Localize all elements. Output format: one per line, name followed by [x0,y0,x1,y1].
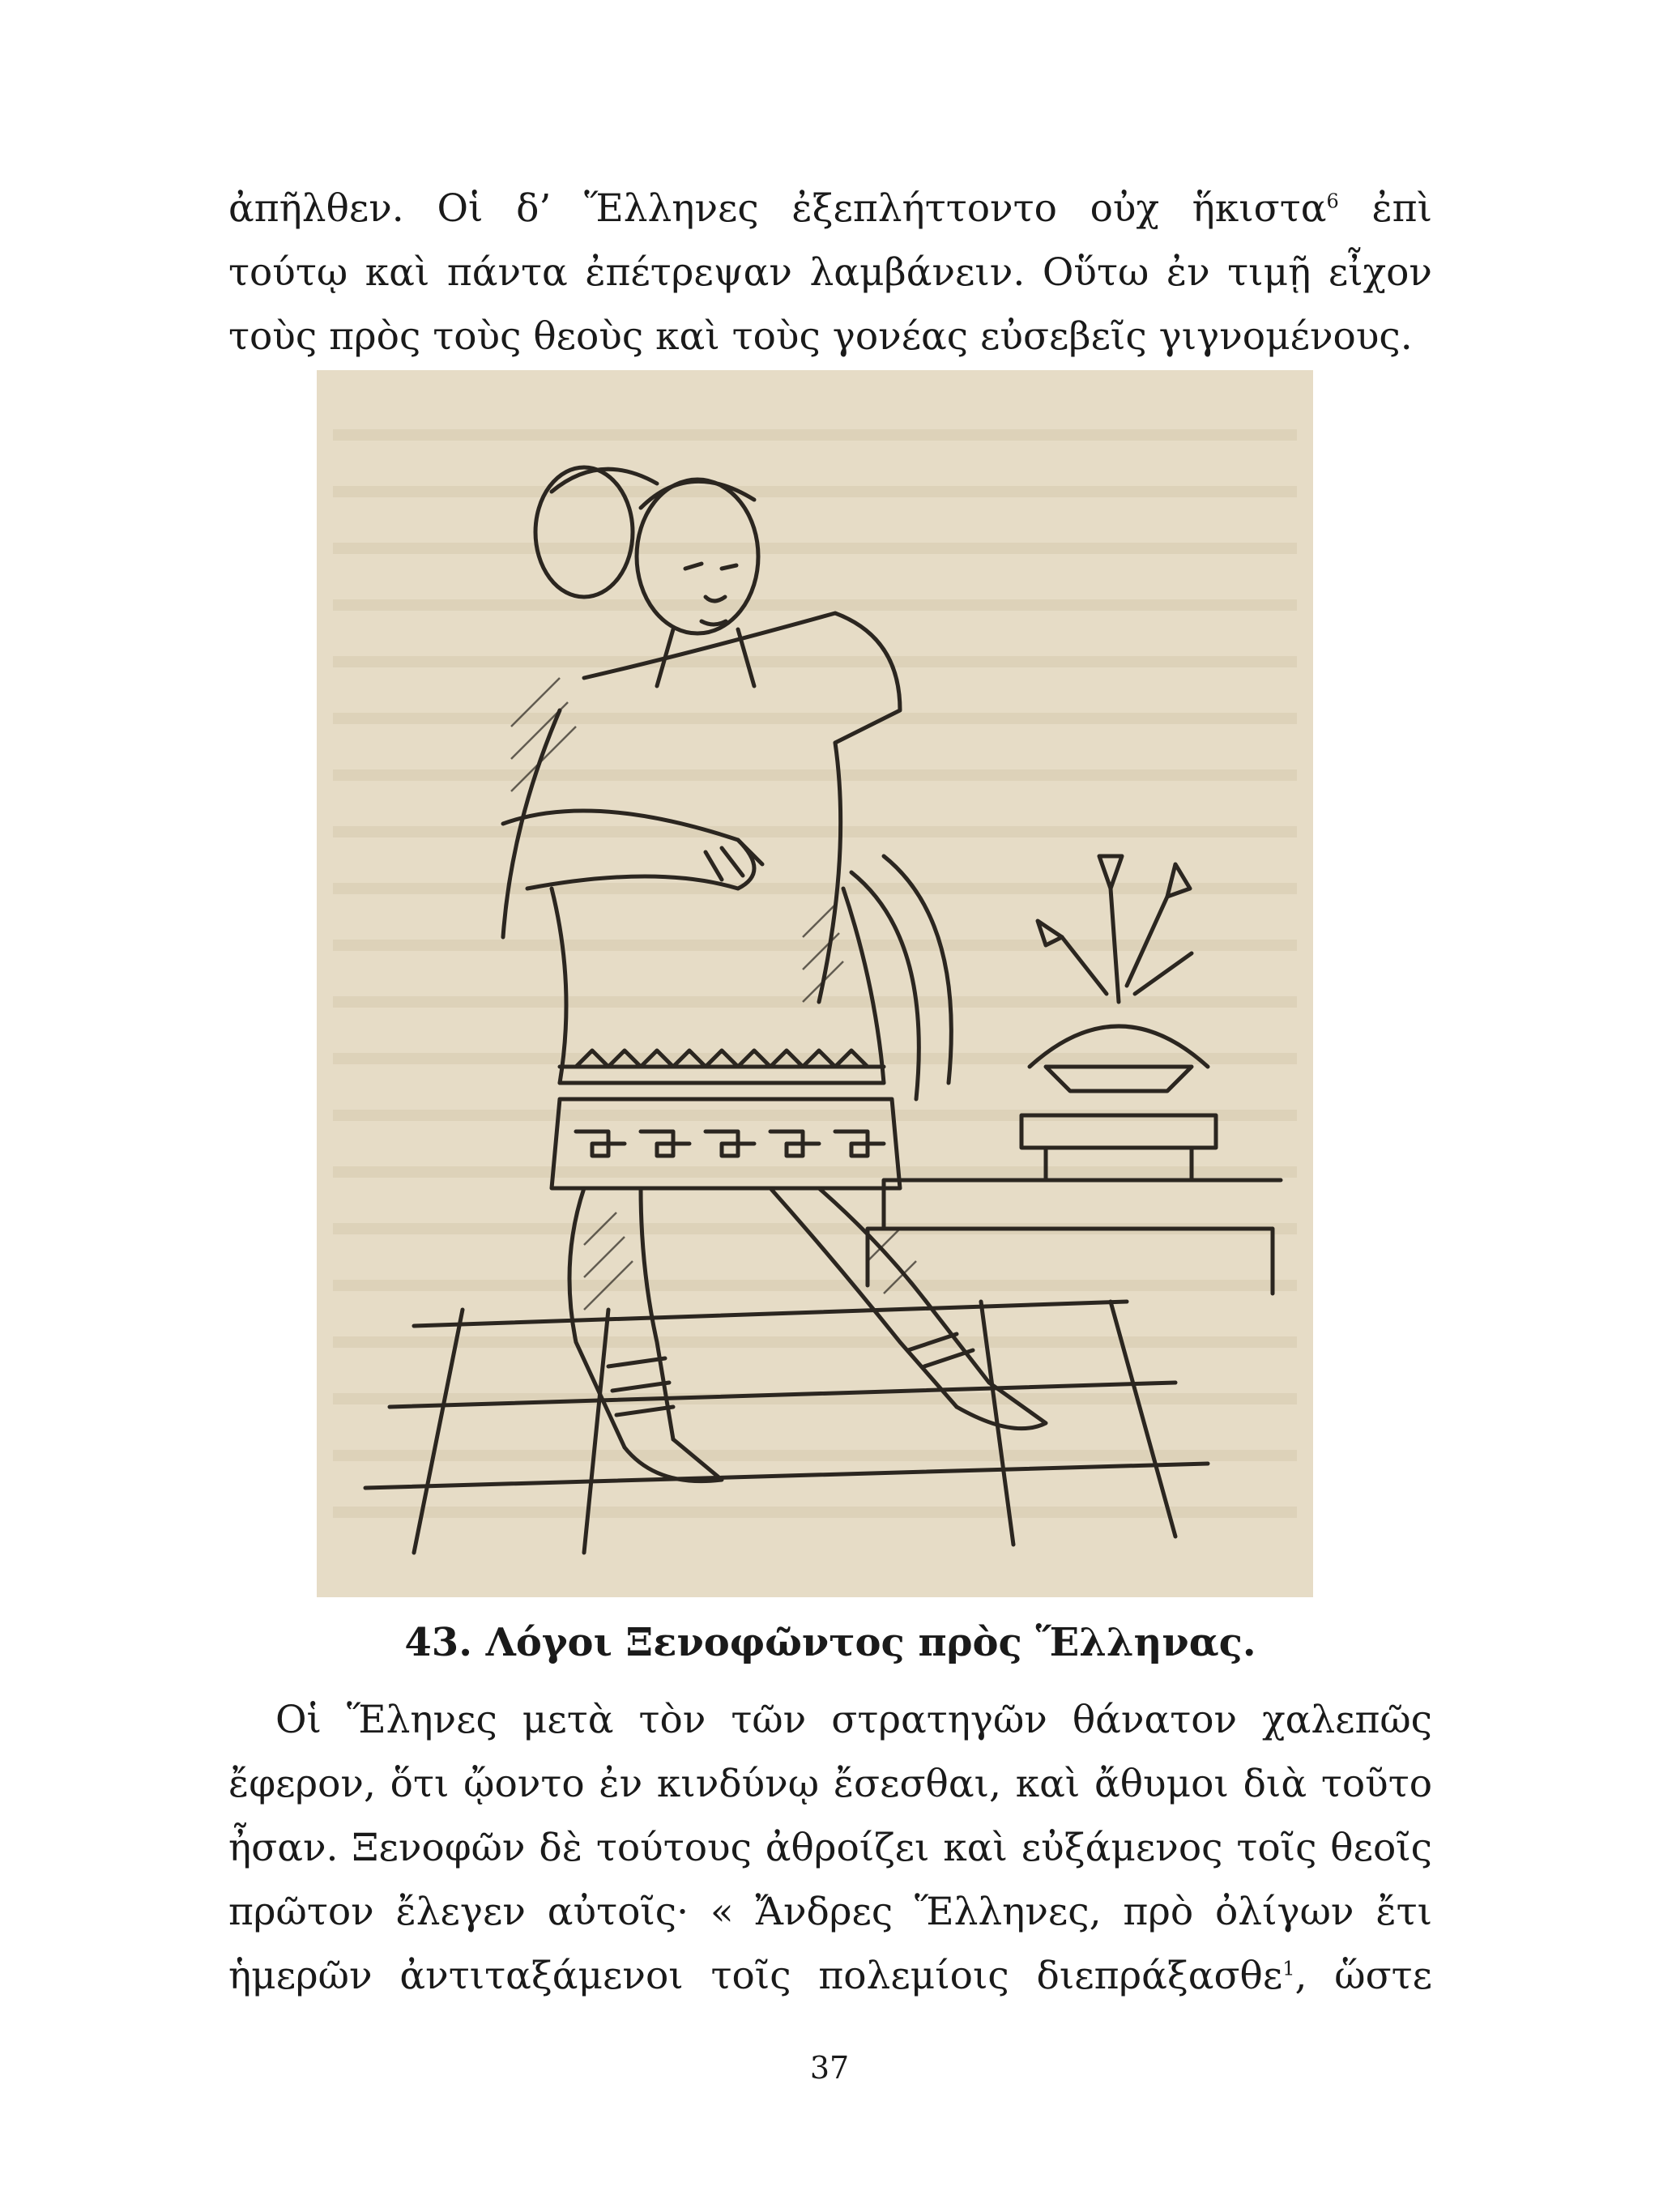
page-number: 37 [809,2050,850,2086]
section-heading: 43. Λόγοι Ξενοφῶντος πρὸς Ἕλληνας. [404,1620,1256,1665]
aeneas-carrying-anchises-drawing-icon [317,370,1313,1597]
text-line: πρῶτον ἔλεγεν αὐτοῖς· « Ἄνδρες Ἕλληνες, πρὸ ὀλίγων ἔτι [228,1890,1432,1934]
text-line: Οἱ Ἕληνες μετὰ τὸν τῶν στρατηγῶν θάνατον χαλεπῶς [275,1698,1432,1742]
text-line: ἔφερον, ὅτι ᾤοντο ἐν κινδύνῳ ἔσεσθαι, καὶ ἄθυμοι διὰ τοῦτο [228,1762,1432,1806]
footnote-marker: 1 [1282,1957,1295,1980]
text-line: τούτῳ καὶ πάντα ἐπέτρεψαν λαμβάνειν. Οὕτω ἐν τιμῇ εἶχον [228,250,1432,295]
top-paragraph [228,177,1432,369]
text-line: ἦσαν. Ξενοφῶν δὲ τούτους ἀθροίζει καὶ εὐξάμενος τοῖς θεοῖς [228,1826,1432,1870]
text-line: ἀπῆλθεν. Οἱ δ’ Ἕλληνες ἐξεπλήττοντο οὐχ ἥκιστα$^6$ ἐπὶ [228,186,1432,231]
text-line: τοὺς πρὸς τοὺς θεοὺς καὶ τοὺς γονέας εὐσεβεῖς γιγνομένους. [228,314,1413,359]
footnote-marker: 6 [1326,190,1339,213]
illustration [317,370,1313,1597]
bottom-paragraph [228,1688,1432,2008]
text-line: ἡμερῶν ἀντιταξάμενοι τοῖς πολεμίοις διεπράξασθε$^1$, ὥστε [228,1954,1433,1998]
